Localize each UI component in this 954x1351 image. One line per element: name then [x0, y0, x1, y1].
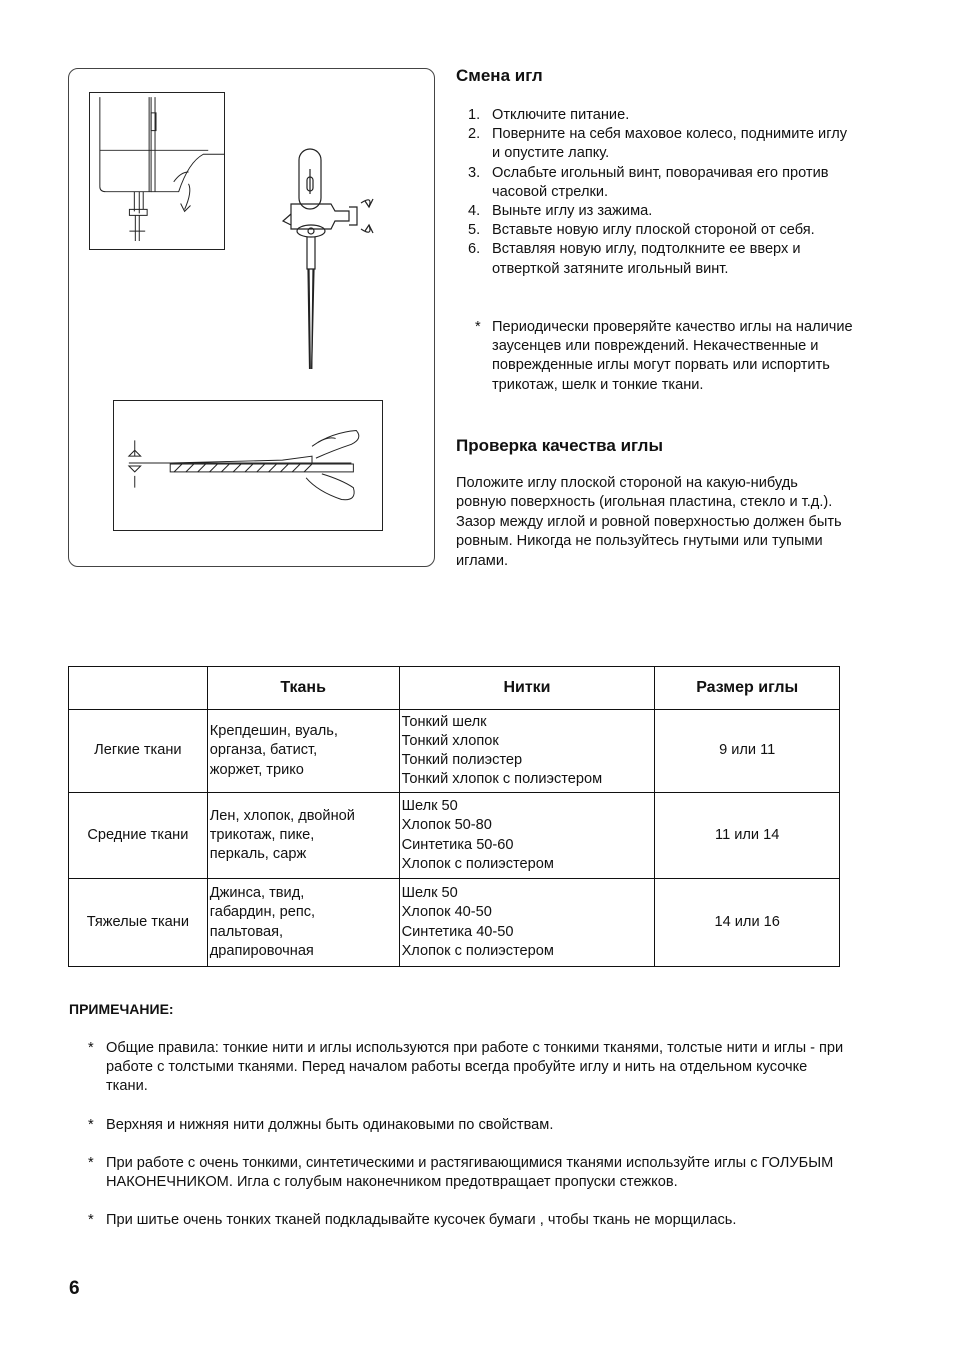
table-header: Ткань — [207, 667, 399, 710]
page-number: 6 — [69, 1278, 80, 1299]
table-header: Нитки — [399, 667, 655, 710]
list-item: 6. Вставляя новую иглу, подтолкните ее вверх и отверткой затяните игольный винт. — [468, 241, 801, 277]
fabric-cell: Джинса, твид, габардин, репс, пальтовая, драпировочная — [207, 879, 399, 967]
needle-size-cell: 9 или 11 — [655, 710, 840, 793]
sewing-machine-illustration — [89, 92, 225, 250]
list-item: 2. Поверните на себя маховое колесо, поднимите иглу и опустите лапку. — [468, 126, 848, 162]
table-header — [69, 667, 208, 710]
change-needles-title: Смена игл — [456, 66, 543, 85]
fabric-type-cell: Средние ткани — [69, 793, 208, 879]
needle-clamp-illustration — [269, 139, 389, 369]
list-item: 4. Выньте иглу из зажима. — [468, 203, 653, 220]
list-item: * Верхняя и нижняя нити должны быть одинаковыми по свойствам. — [88, 1116, 554, 1133]
fabric-cell: Лен, хлопок, двойной трикотаж, пике, перкаль, сарж — [207, 793, 399, 879]
needle-size-cell: 11 или 14 — [655, 793, 840, 879]
notes-heading: ПРИМЕЧАНИЕ: — [69, 1001, 174, 1017]
threads-cell: Шелк 50 Хлопок 40-50 Синтетика 40-50 Хлопок с полиэстером — [399, 879, 655, 967]
list-item: 1. Отключите питание. — [468, 107, 630, 123]
table-header: Размер иглы — [655, 667, 840, 710]
list-item: * Общие правила: тонкие нити и иглы используются при работе с тонкими тканями, толстые нити и иглы - при работе с толстыми тканями. Перед началом работы всегда пробуйте иглу и нить на отдельном кусочке ткани. — [88, 1040, 844, 1095]
illustration-box — [68, 68, 435, 567]
list-item: 5. Вставьте новую иглу плоской стороной от себя. — [468, 222, 815, 239]
needle-check-illustration — [113, 400, 383, 531]
table-row — [69, 710, 840, 793]
threads-cell: Шелк 50 Хлопок 50-80 Синтетика 50-60 Хлопок с полиэстером — [399, 793, 655, 879]
table-header-row — [69, 667, 840, 710]
needle-size-cell: 14 или 16 — [655, 879, 840, 967]
fabric-cell: Крепдешин, вуаль, органза, батист, жоржет, трико — [207, 710, 399, 793]
table-row — [69, 793, 840, 879]
change-needles-steps — [468, 106, 848, 279]
list-item: * При работе с очень тонкими, синтетическими и растягивающимися тканями используйте иглы с ГОЛУБЫМ НАКОНЕЧНИКОМ. Игла с голубым наконечником предотвращает пропуски стежков. — [88, 1154, 834, 1191]
threads-cell: Тонкий шелк Тонкий хлопок Тонкий полиэстер Тонкий хлопок с полиэстером — [399, 710, 655, 793]
fabric-type-cell: Тяжелые ткани — [69, 879, 208, 967]
fabric-type-cell: Легкие ткани — [69, 710, 208, 793]
needle-quality-note: * Периодически проверяйте качество иглы на наличие заусенцев или повреждений. Некачественные и поврежденные иглы могут порвать или испортить трикотаж, шелк и тонкие ткани. — [475, 319, 853, 393]
list-item: * При шитье очень тонких тканей подкладывайте кусочек бумаги , чтобы ткань не морщилась. — [88, 1212, 737, 1229]
table-row — [69, 879, 840, 967]
notes-list — [88, 1039, 848, 1230]
needle-check-text: Положите иглу плоской стороной на какую-нибудь ровную поверхность (игольная пластина, стекло и т.д.). Зазор между иглой и ровной поверхностью должен быть ровным. Никогда не пользуйтесь гнутыми или тупыми иглами. — [456, 475, 842, 569]
needle-table — [68, 666, 840, 967]
list-item: 3. Ослабьте игольный винт, поворачивая его против часовой стрелки. — [468, 164, 829, 200]
needle-check-title: Проверка качества иглы — [456, 436, 663, 455]
